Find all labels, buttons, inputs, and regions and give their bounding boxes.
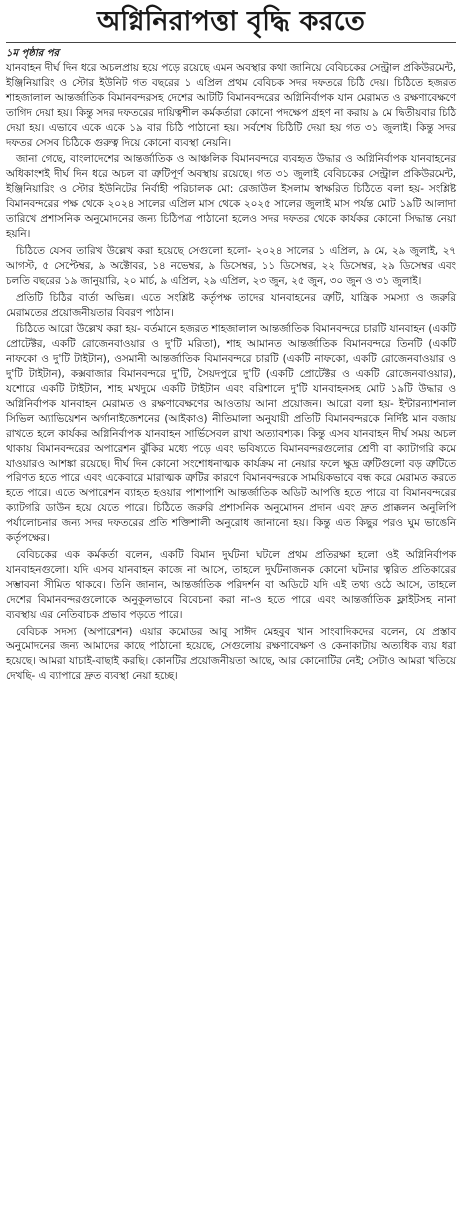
article-paragraph: চিঠিতে যেসব তারিখ উল্লেখ করা হয়েছে সেগুলো হলো- ২০২৪ সালের ১ এপ্রিল, ৯ মে, ২৯ জুলাই, ২৭ আগস্ট, ৫ সেপ্টেম্বর, ৯ অক্টোবর, ১৪ নভেম্বর, ৯ ডিসেম্বর, ১১ ডিসেম্বর, ২২ ডিসেম্বর, ২৯ ডিসেম্বর এবং চলতি বছরের ১৯ জানুয়ারি, ২০ মার্চ, ৯ এপ্রিল, ২৯ এপ্রিল, ২৩ জুন, ২৫ জুন, ৩০ জুন ও ৩১ জুলাই। bbox=[6, 244, 456, 287]
article-paragraph: প্রতিটি চিঠির বার্তা অভিন্ন। এতে সংশ্লিষ্ট কর্তৃপক্ষ তাদের যানবাহনের ত্রুটি, যান্ত্রিক সমস্যা ও জরুরি মেরামতের প্রয়োজনীয়তার বিবরণ পাঠান। bbox=[6, 291, 456, 319]
article-headline: অগ্নিনিরাপত্তা বৃদ্ধি করতে bbox=[96, 6, 366, 37]
continued-from-label: ১ম পৃষ্ঠার পর bbox=[6, 48, 59, 59]
article-paragraph: চিঠিতে আরো উল্লেখ করা হয়- বর্তমানে হজরত শাহজালাল আন্তর্জাতিক বিমানবন্দরে চারটি যানবাহন (একটি প্রোটেক্টর, একটি রোজেনবাওয়ার ও দু'টি মরিতা), শাহ আমানত আন্তর্জাতিক বিমানবন্দরে তিনটি (একটি নাফকো ও দু'টি টাইটান), ওসমানী আন্তর্জাতিক বিমানবন্দরে চারটি (একটি নাফকো, একটি রোজেনবাওয়ার ও দু'টি টাইটান), কক্সবাজার বিমানবন্দরে দু'টি, সৈয়দপুরে দু'টি (একটি প্রোটেক্টর ও একটি রোজেনবাওয়ার), যশোরে একটি টাইটান, শাহ মখদুমে একটি টাইটান এবং বরিশালে দু'টি যানবাহনসহ মোট ১৯টি উদ্ধার ও অগ্নিনির্বাপক যানবাহন মেরামত ও রক্ষণাবেক্ষণের আওতায় আনা প্রয়োজন। আরো বলা হয়- ইন্টারন্যাশনাল সিভিল অ্যাভিয়েশন অর্গানাইজেশনের (আইকাও) নীতিমালা অনুযায়ী প্রতিটি বিমানবন্দরকে নির্দিষ্ট মান বজায় রাখতে হলে কার্যকর অগ্নিনির্বাপক যানবাহন সার্ভিসেবল রাখা অত্যাবশ্যক। কিন্তু এসব যানবাহন দীর্ঘ সময় অচল থাকায় বিমানবন্দরের অপারেশন ঝুঁকির মধ্যে পড়ে এবং ভবিষ্যতে বিমানবন্দরগুলোর শ্রেণী বা ক্যাটাগরি কমে যাওয়ারও আশঙ্কা রয়েছে। দীর্ঘ দিন কোনো সংশোধনাত্মক কার্যক্রম না নেয়ার ফলে ক্ষুদ্র ত্রুটিগুলো বড় ত্রুটিতে পরিণত হতে পারে এবং একেবারে মারাত্মক ত্রুটির কারণে বিমানবন্দরকে সাময়িকভাবে বন্ধ করে মেরামত করতে হতে পারে। এতে অপারেশন ব্যাহত হওয়ার পাশাপাশি আন্তর্জাতিক অডিট আপত্তি হতে পারে বা বিমানবন্দরের ক্যাটগরি ডাউন হয়ে যেতে পারে। চিঠিতে জরুরি প্রশাসনিক অনুমোদন প্রদান এবং দ্রুত প্রাক্কলন অনুলিপি পর্যালোচনার জন্য সদর দফতরের প্রতি শক্তিশালী অনুরোধ জানানো হয়। কিন্তু এত কিছুর পরও ঘুম ভাঙেনি কর্তৃপক্ষের। bbox=[6, 323, 456, 545]
article-paragraph: জানা গেছে, বাংলাদেশের আন্তর্জাতিক ও আঞ্চলিক বিমানবন্দরে ব্যবহৃত উদ্ধার ও অগ্নিনির্বাপক যানবাহনের অধিকাংশই দীর্ঘ দিন ধরে অচল বা ত্রুটিপূর্ণ অবস্থায় রয়েছে। গত ৩১ জুলাই বেবিচকের সেন্ট্রাল প্রকিউরমেন্ট, ইঞ্জিনিয়ারিং ও স্টোর ইউনিটের নির্বাহী পরিচালক মো: রেজাউল ইসলাম স্বাক্ষরিত চিঠিতে বলা হয়- সংশ্লিষ্ট বিমানবন্দরের পক্ষ থেকে ২০২৪ সালের এপ্রিল মাস থেকে ২০২৫ সালের জুলাই মাস পর্যন্ত মোট ১৯টি আলাদা তারিখে প্রশাসনিক অনুমোদনের জন্য চিঠিপত্র পাঠানো হলেও সদর দফতর থেকে কার্যকর কোনো সিদ্ধান্ত নেয়া হয়নি। bbox=[6, 153, 456, 240]
headline-divider bbox=[6, 42, 456, 43]
article-paragraph: বেবিচকের এক কর্মকর্তা বলেন, একটি বিমান দুর্ঘটনা ঘটলে প্রথম প্রতিরক্ষা হলো ওই অগ্নিনির্বাপক যানবাহনগুলো। যদি এসব যানবাহন কাজে না আসে, তাহলে দুর্ঘটনাজনক কোনো ঘটনার ত্বরিত প্রতিকারের সম্ভাবনা সীমিত থাকবে। তিনি জানান, আন্তর্জাতিক পরিদর্শন বা অডিটে যদি এই তথ্য ওঠে আসে, তাহলে দেশের বিমানবন্দরগুলোকে অনুকূলভাবে বিবেচনা করা না-ও হতে পারে এবং আন্তর্জাতিক ফ্লাইটসহ নানা ব্যবস্থায় এর নেতিবাচক প্রভাব পড়তে পারে। bbox=[6, 549, 456, 621]
article-paragraph: যানবাহন দীর্ঘ দিন ধরে অচলপ্রায় হয়ে পড়ে রয়েছে এমন অবস্থার কথা জানিয়ে বেবিচকের সেন্ট্রাল প্রকিউরমেন্ট, ইঞ্জিনিয়ারিং ও স্টোর ইউনিট গত বছরের ১ এপ্রিল প্রথম বেবিচক সদর দফতরে চিঠি দেয়। চিঠিতে হজরত শাহজালাল আন্তর্জাতিক বিমানবন্দরসহ দেশের আটটি বিমানবন্দরের অগ্নিনির্বাপক যান মেরামত ও রক্ষণাবেক্ষণে তাগিদ দেয়া হয়। কিন্তু সদর দফতরের দায়িত্বশীল কর্মকর্তারা কোনো পদক্ষেপ গ্রহণ না করায় ৯ মে দ্বিতীয়বার চিঠি দেয়া হয়। এভাবে একে একে ১৯ বার চিঠি পাঠানো হয়। সর্বশেষ চিঠিটি দেয়া হয় গত ৩১ জুলাই। কিন্তু সদর দফতর সেসব চিঠিকে গুরুত্ব দিয়ে কোনো ব্যবস্থা নেয়নি। bbox=[6, 62, 456, 149]
article-paragraph: বেবিচক সদস্য (অপারেশন) এয়ার কমোডর আবু সাঈদ মেহবুব খান সাংবাদিকদের বলেন, যে প্রস্তাব অনুমোদনের জন্য আমাদের কাছে পাঠানো হয়েছে, সেগুলোয় রক্ষণাবেক্ষণ ও কেনাকাটায় অত্যধিক ব্যয় ধরা হয়েছে। আমরা যাচাই-বাছাই করছি। কোনটির প্রয়োজনীয়তা আছে, আর কোনোটির নেই; সেটাও আমরা খতিয়ে দেখছি- এ ব্যাপারে দ্রুত ব্যবস্থা নেয়া হচ্ছে। bbox=[6, 625, 456, 683]
article-body bbox=[6, 61, 456, 684]
